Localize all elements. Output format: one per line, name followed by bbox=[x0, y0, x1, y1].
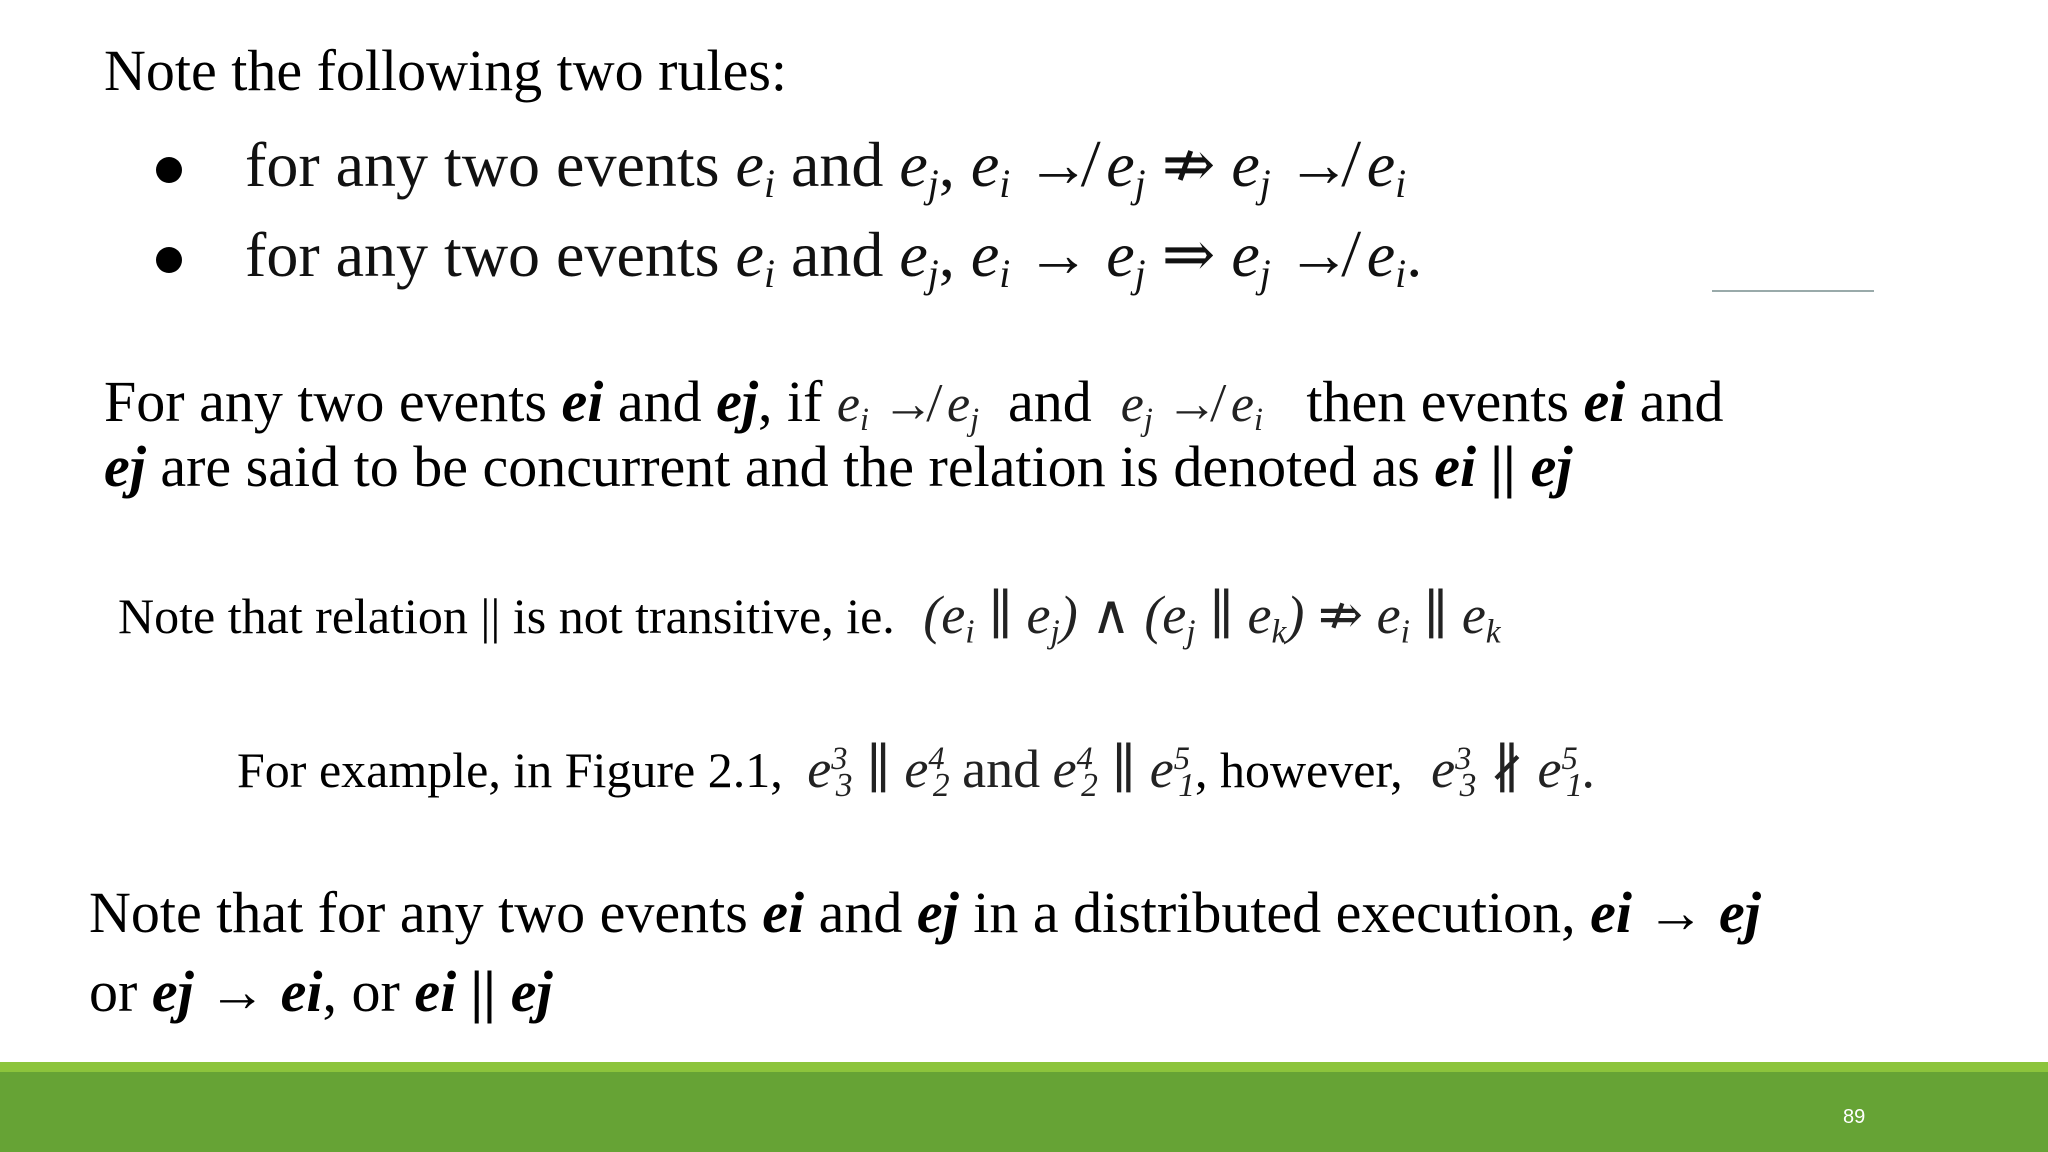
transitive-formula: ($e_i$ ∥ $e_j$) ∧ ($e_j$ ∥ $e_k$) ⇏ $e_i$ ∥ $e_k$ bbox=[923, 585, 1501, 651]
rule-2-end: . bbox=[1406, 219, 1423, 290]
transitive-line bbox=[118, 583, 1501, 651]
rule-1-ej-3: e bbox=[1231, 129, 1260, 200]
page-number: 89 bbox=[1843, 1106, 1866, 1128]
rule-2-prefix: for any two events bbox=[245, 219, 720, 290]
rule-2-ej-sub: j bbox=[927, 252, 939, 297]
rule-2-ei-2: e bbox=[970, 219, 1000, 290]
concurrent-then: then events bbox=[1306, 369, 1584, 434]
example-formula-2: $e^4_2$ ∥ $e^5_1$ bbox=[1052, 739, 1195, 805]
example-and: and bbox=[962, 739, 1041, 799]
rule-2-ei-2-sub: i bbox=[999, 252, 1011, 297]
rule-2 bbox=[245, 218, 1422, 297]
concurrent-relation: ei || ej bbox=[1434, 434, 1573, 499]
note-line-1 bbox=[89, 880, 1761, 945]
rule-1 bbox=[245, 128, 1406, 207]
rule-2-rel1: → bbox=[1026, 219, 1091, 290]
rule-1-rel3: ↛ bbox=[1286, 129, 1351, 200]
note-ei: ei bbox=[762, 880, 805, 945]
example-line bbox=[237, 737, 1596, 805]
rule-1-ei-3-sub: i bbox=[1395, 162, 1407, 207]
rule-2-ei: e bbox=[735, 219, 764, 290]
transitive-par-3: ∥ bbox=[1423, 585, 1449, 645]
note-rel-1: ei → ej bbox=[1590, 880, 1761, 945]
concurrent-rel-1: ↛ bbox=[881, 376, 934, 433]
transitive-par-2: ∥ bbox=[1209, 585, 1235, 645]
note-rel-2: ej → ei bbox=[151, 959, 323, 1024]
example-par-1: ∥ bbox=[865, 739, 891, 799]
rule-2-comma: , bbox=[938, 219, 955, 290]
rule-2-ej-3-sub: j bbox=[1259, 252, 1271, 297]
example-however: , however, bbox=[1194, 742, 1403, 798]
rule-1-ei-sub: i bbox=[763, 162, 775, 207]
rule-2-ei-3: e bbox=[1366, 219, 1396, 290]
rule-2-rel3: ↛ bbox=[1286, 219, 1351, 290]
underline-decoration bbox=[1712, 290, 1874, 292]
note-and: and bbox=[804, 880, 917, 945]
rule-1-ej: e bbox=[899, 129, 928, 200]
rule-1-comma: , bbox=[938, 129, 955, 200]
concurrent-if: , if bbox=[757, 369, 837, 434]
rule-1-rel2: ⇏ bbox=[1161, 129, 1216, 200]
footer-bar bbox=[0, 1072, 2048, 1152]
example-formula-1: $e^3_3$ ∥ $e^4_2$ bbox=[807, 739, 950, 805]
concurrent-rel-2: ↛ bbox=[1165, 376, 1218, 433]
rule-2-ei-sub: i bbox=[763, 252, 775, 297]
concurrent-and-3: and bbox=[1625, 369, 1724, 434]
note-text-a: Note that for any two events bbox=[89, 880, 763, 945]
concurrent-and-2: and bbox=[1008, 369, 1092, 434]
concurrent-ej-line2: ej bbox=[104, 434, 146, 499]
rule-2-rel2: ⇒ bbox=[1161, 219, 1216, 290]
rule-2-ej-3: e bbox=[1231, 219, 1260, 290]
example-not-par: ∦ bbox=[1489, 739, 1525, 799]
footer-accent-bar bbox=[0, 1062, 2048, 1072]
note-or: or bbox=[89, 959, 152, 1024]
rule-1-and: and bbox=[790, 129, 884, 200]
transitive-not-implies: ⇏ bbox=[1317, 585, 1364, 645]
rule-1-ej-sub: j bbox=[927, 162, 939, 207]
example-par-2: ∥ bbox=[1111, 739, 1137, 799]
rule-1-ei-3: e bbox=[1366, 129, 1396, 200]
rule-1-ej-2-sub: j bbox=[1134, 162, 1146, 207]
concurrent-text-a: For any two events bbox=[104, 369, 562, 434]
example-formula-3: $e^3_3$ ∦ $e^5_1$. bbox=[1431, 739, 1597, 805]
note-text-b: in a distributed execution, bbox=[958, 880, 1591, 945]
rule-1-ej-3-sub: j bbox=[1259, 162, 1271, 207]
rule-1-prefix: for any two events bbox=[245, 129, 720, 200]
transitive-wedge: ∧ bbox=[1091, 585, 1131, 645]
concurrent-ei-2: ei bbox=[1583, 369, 1626, 434]
rule-1-rel1: ↛ bbox=[1026, 129, 1091, 200]
rule-1-ei-2-sub: i bbox=[999, 162, 1011, 207]
transitive-text: Note that relation || is not transitive, ie. bbox=[118, 588, 895, 644]
rule-1-ei: e bbox=[735, 129, 764, 200]
bullet-1 bbox=[156, 157, 182, 183]
page-heading: Note the following two rules: bbox=[104, 38, 788, 103]
concurrent-line-2-text: are said to be concurrent and the relation is denoted as bbox=[145, 434, 1435, 499]
note-ej: ej bbox=[916, 880, 959, 945]
rule-2-ej: e bbox=[899, 219, 928, 290]
transitive-par-1: ∥ bbox=[988, 585, 1014, 645]
concurrent-ej: ej bbox=[716, 369, 758, 434]
concurrent-and: and bbox=[603, 369, 717, 434]
bullet-2 bbox=[156, 247, 182, 273]
rule-1-ej-2: e bbox=[1106, 129, 1135, 200]
concurrent-line-1 bbox=[104, 369, 1724, 438]
rule-2-ei-3-sub: i bbox=[1395, 252, 1407, 297]
note-or-2: , or bbox=[322, 959, 415, 1024]
rule-1-ei-2: e bbox=[970, 129, 1000, 200]
rule-2-ej-2: e bbox=[1106, 219, 1135, 290]
note-rel-3: ei || ej bbox=[414, 959, 553, 1024]
concurrent-formula-2: $e_j$ ↛ $e_i$ bbox=[1120, 376, 1263, 438]
concurrent-ei: ei bbox=[561, 369, 604, 434]
concurrent-formula-1: $e_i$ ↛ $e_j$ bbox=[836, 376, 980, 438]
example-text: For example, in Figure 2.1, bbox=[237, 742, 783, 798]
rule-2-ej-2-sub: j bbox=[1134, 252, 1146, 297]
concurrent-line-2 bbox=[104, 434, 1573, 499]
note-line-2 bbox=[89, 959, 553, 1024]
rule-2-and: and bbox=[790, 219, 884, 290]
transitive-open-1: (e bbox=[923, 585, 966, 645]
